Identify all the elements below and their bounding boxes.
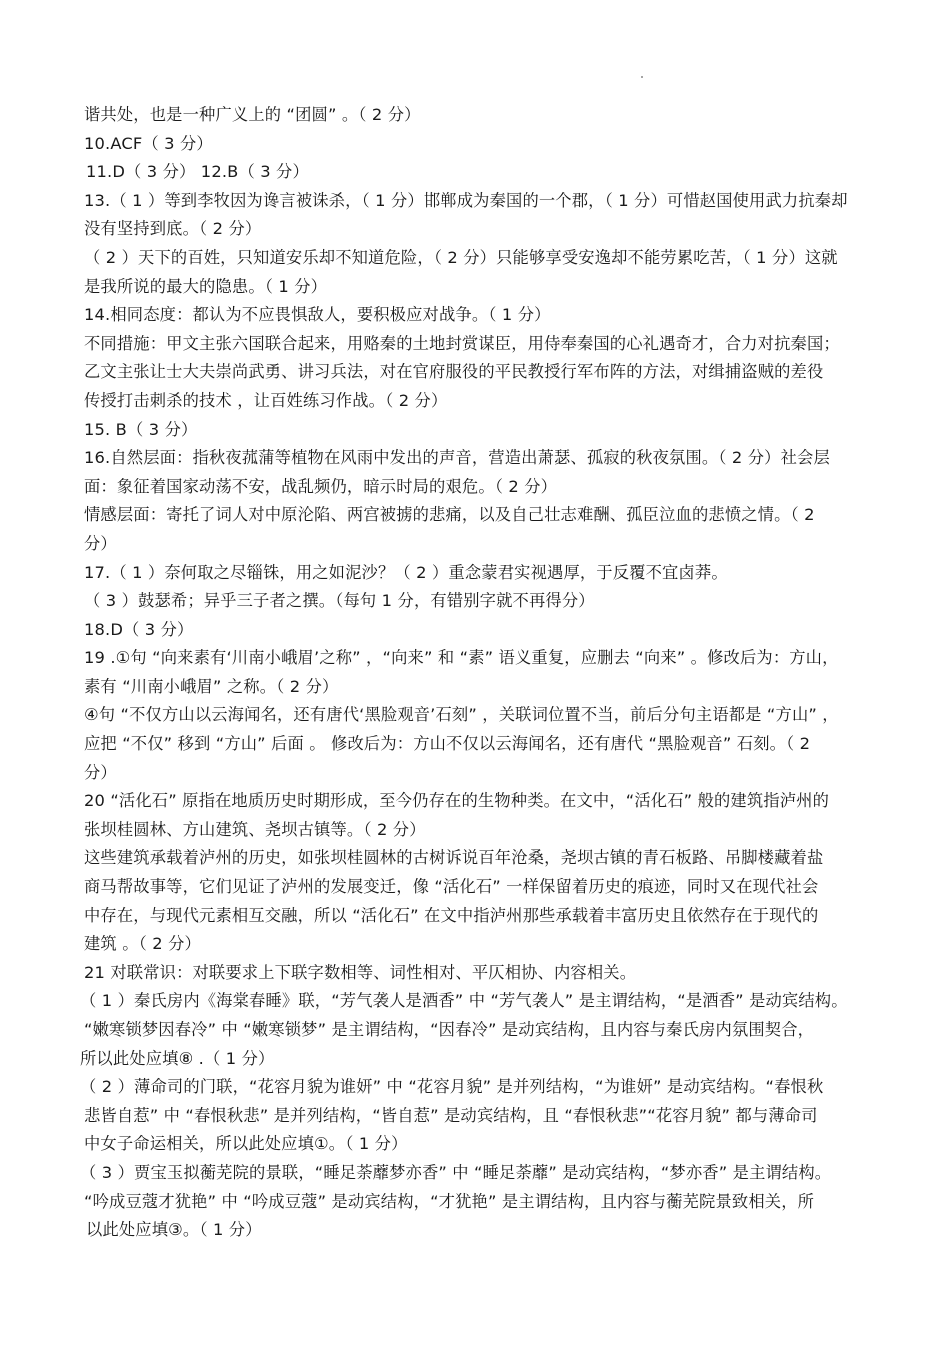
text-line-content: ④句 “不仅方山以云海闻名，还有唐代‘黑脸观音’石刻” ，关联词位置不当，前后分句主语都是 “方山” ， (84, 705, 839, 725)
text-line-content: 没有坚持到底。（ 2 分） (84, 219, 262, 239)
text-line (0, 816, 950, 845)
text-line-content: 分） (84, 533, 117, 553)
text-line (0, 244, 950, 273)
text-line (0, 587, 950, 616)
text-line (0, 730, 950, 759)
text-line-content: 传授打击刺杀的技术 ，让百姓练习作战。（ 2 分） (84, 390, 448, 410)
text-line (0, 844, 950, 873)
text-line (0, 187, 950, 216)
text-line (0, 902, 950, 931)
text-line-content: 17.（ 1 ）奈何取之尽锱铢，用之如泥沙？（ 2 ）重念蒙君实视遇厚，于反覆不宜卤莽。 (84, 562, 728, 582)
text-line-content: 面：象征着国家动荡不安，战乱频仍，暗示时局的艰危。（ 2 分） (84, 476, 558, 496)
text-line-content: 20 “活化石” 原指在地质历史时期形成，至今仍存在的生物种类。在文中，“活化石” 般的建筑指泸州的 (84, 791, 830, 811)
text-line-content: “嫩寒锁梦因春冷” 中 “嫩寒锁梦” 是主谓结构，“因春冷” 是动宾结构，且内容与秦氏房内氛围契合， (84, 1020, 815, 1039)
text-line (0, 416, 950, 445)
text-line-content: 16.自然层面：指秋夜菰蒲等植物在风雨中发出的声音，营造出萧瑟、孤寂的秋夜氛围。（ 2 分）社会层 (84, 448, 830, 468)
text-line-content: 中存在，与现代元素相互交融，所以 “活化石” 在文中指泸州那些承载着丰富历史且依然存在于现代的 (84, 905, 819, 925)
text-line (0, 787, 950, 816)
text-line (0, 273, 950, 302)
scan-dot (641, 76, 643, 78)
text-line-content: 乙文主张让士大夫崇尚武勇、讲习兵法，对在官府服役的平民教授行军布阵的方法，对缉捕盗贼的差役 (84, 362, 824, 382)
text-line-content: 以此处应填③。（ 1 分） (86, 1220, 262, 1240)
text-line-content: 情感层面：寄托了词人对中原沦陷、两宫被掳的悲痛，以及自己壮志难酬、孤臣泣血的悲愤之情。（ 2 (84, 505, 815, 525)
text-line (0, 358, 950, 387)
text-line-content: 13.（ 1 ）等到李牧因为谗言被诛杀，（ 1 分）邯郸成为秦国的一个郡，（ 1 分）可惜赵国使用武力抗秦却 (84, 190, 848, 210)
text-line (0, 1016, 950, 1045)
text-line (0, 701, 950, 730)
text-line (0, 644, 950, 673)
text-line (0, 158, 950, 187)
text-line (0, 473, 950, 502)
text-line-content: （ 2 ）天下的百姓，只知道安乐却不知道危险，（ 2 分）只能够享受安逸却不能劳累吃苦，（ 1 分）这就 (84, 247, 838, 267)
text-line (0, 673, 950, 702)
text-line-content: 是我所说的最大的隐患。（ 1 分） (84, 276, 328, 296)
text-line (0, 759, 950, 788)
text-line (0, 1159, 950, 1188)
text-line (0, 330, 950, 359)
text-line-content: 这些建筑承载着泸州的历史，如张坝桂圆林的古树诉说百年沧桑，尧坝古镇的青石板路、吊脚楼藏着盐 (84, 848, 824, 868)
text-line-content: 张坝桂圆林、方山建筑、尧坝古镇等。（ 2 分） (84, 819, 426, 839)
text-line-content: 15. B（ 3 分） (84, 419, 198, 439)
text-line (0, 301, 950, 330)
text-line (0, 616, 950, 645)
answer-text-block (0, 101, 950, 1245)
text-line (0, 387, 950, 416)
text-line (0, 215, 950, 244)
text-line-content: 应把 “不仅” 移到 “方山” 后面 。 修改后为：方山不仅以云海闻名，还有唐代 “黑脸观音” 石刻。（ 2 (84, 734, 811, 754)
text-line (0, 1188, 950, 1217)
text-line (0, 130, 950, 159)
text-line-content: （ 3 ）贾宝玉拟蘅芜院的景联，“睡足荼蘼梦亦香” 中 “睡足荼蘼” 是动宾结构，“梦亦香” 是主谓结构。 (80, 1162, 832, 1182)
text-line-content: 素有 “川南小峨眉” 之称。（ 2 分） (84, 676, 339, 696)
text-line-content: 中女子命运相关，所以此处应填①。（ 1 分） (84, 1134, 408, 1154)
text-line-content: 21 对联常识：对联要求上下联字数相等、词性相对、平仄相协、内容相关。 (84, 962, 637, 982)
text-line-content: 所以此处应填⑧ .（ 1 分） (80, 1048, 275, 1068)
text-line (0, 1073, 950, 1102)
text-line (0, 1102, 950, 1131)
text-line (0, 101, 950, 130)
text-line (0, 1045, 950, 1074)
text-line-content: 建筑 。（ 2 分） (84, 934, 201, 954)
text-line-content: 谐共处，也是一种广义上的 “团圆” 。（ 2 分） (84, 105, 421, 124)
text-line-content: 商马帮故事等，它们见证了泸州的发展变迁，像 “活化石” 一样保留着历史的痕迹，同时又在现代社会 (84, 877, 819, 897)
text-line-content: 11.D（ 3 分） 12.B（ 3 分） (86, 162, 309, 182)
text-line (0, 959, 950, 988)
text-line (0, 873, 950, 902)
text-line-content: 14.相同态度：都认为不应畏惧敌人，要积极应对战争。（ 1 分） (84, 305, 551, 325)
text-line (0, 559, 950, 588)
text-line-content: 悲皆自惹” 中 “春恨秋悲” 是并列结构，“皆自惹” 是动宾结构，且 “春恨秋悲”“花容月貌” 都与薄命司 (84, 1105, 818, 1125)
text-line (0, 501, 950, 530)
text-line-content: 19 .①句 “向来素有‘川南小峨眉’之称” ，“向来” 和 “素” 语义重复，应删去 “向来” 。修改后为：方山， (84, 648, 839, 668)
text-line-content: 分） (84, 762, 117, 782)
text-line-content: （ 1 ）秦氏房内《海棠春睡》联，“芳气袭人是酒香” 中 “芳气袭人” 是主谓结构，“是酒香” 是动宾结构。 (80, 991, 848, 1011)
text-line-content: （ 2 ）薄命司的门联，“花容月貌为谁妍” 中 “花容月貌” 是并列结构，“为谁妍” 是动宾结构。“春恨秋 (80, 1077, 824, 1097)
text-line (0, 1216, 950, 1245)
text-line (0, 444, 950, 473)
text-line-content: （ 3 ）鼓瑟希；异乎三子者之撰。（每句 1 分，有错别字就不再得分） (84, 591, 595, 611)
text-line (0, 1130, 950, 1159)
text-line-content: 不同措施：甲文主张六国联合起来，用赂秦的土地封赏谋臣，用侍奉秦国的心礼遇奇才，合力对抗秦国； (84, 333, 840, 353)
text-line-content: 18.D（ 3 分） (84, 619, 194, 639)
text-line (0, 530, 950, 559)
text-line (0, 930, 950, 959)
text-line (0, 987, 950, 1016)
text-line-content: 10.ACF（ 3 分） (84, 133, 213, 153)
text-line-content: “吟成豆蔻才犹艳” 中 “吟成豆蔻” 是动宾结构，“才犹艳” 是主谓结构，且内容与蘅芜院景致相关，所 (84, 1191, 815, 1211)
